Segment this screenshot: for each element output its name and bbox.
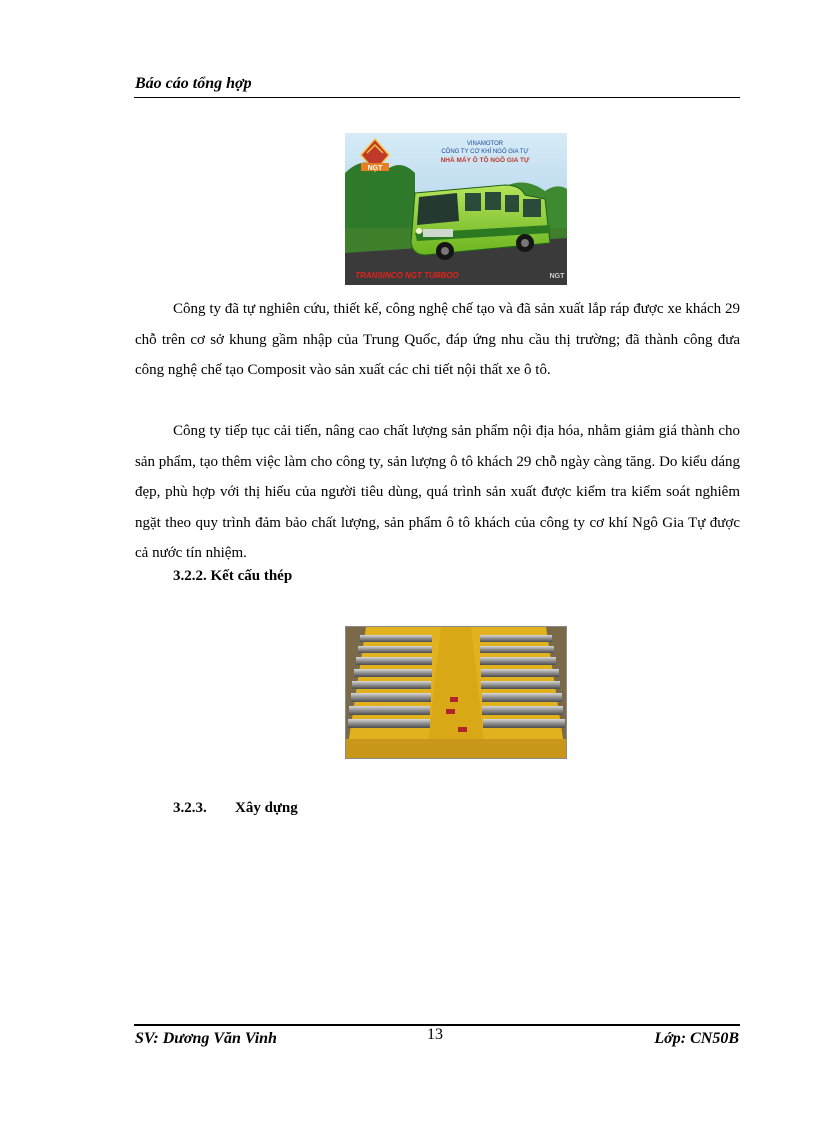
section-title: Xây dựng [235,800,298,816]
logo-text: NGT [367,165,383,172]
page-header-title: Báo cáo tổng hợp [135,75,252,92]
company-line-3: NHÀ MÁY Ô TÔ NGÔ GIA TỰ [440,157,530,164]
corner-mark: NGT [549,273,565,280]
model-text: TRANSINCO NGT TURBOO [355,271,459,280]
section-number: 3.2.3. [173,800,207,816]
bus-photo [345,133,567,285]
section-heading-steel: 3.2.2. Kết cấu thép [173,568,293,584]
left-rollers [348,635,432,728]
header-rule [134,97,740,98]
footer-class: Lớp: CN50B [654,1030,739,1047]
company-line-1: VINAMOTOR [466,141,504,147]
paragraph-1: Công ty đã tự nghiên cứu, thiết kế, công nghệ chế tạo và đã sản xuất lắp ráp được xe khách 29 chỗ trên cơ sở khung gầm nhập của Trung Quốc, đáp ứng nhu cầu thị trường; đã thành công đưa công nghệ chế tạo Composit vào sản xuất các chi tiết nội thất xe ô tô. [135,301,740,378]
footer-student: SV: Dương Văn Vinh [135,1030,277,1047]
right-rollers [480,635,565,728]
company-line-2: CÔNG TY CƠ KHÍ NGÔ GIA TỰ [441,149,529,155]
section-heading-build [173,800,298,817]
paragraph-2: Công ty tiếp tục cải tiến, nâng cao chất lượng sản phẩm nội địa hóa, nhằm giảm giá thành cho sản phẩm, tạo thêm việc làm cho công ty, sản lượng ô tô khách 29 chỗ ngày càng tăng. Do kiểu dáng đẹp, phù hợp với thị hiếu của người tiêu dùng, quá trình sản xuất được kiểm tra kiểm soát nghiêm ngặt theo quy trình đảm bảo chất lượng, sản phẩm ô tô khách của công ty cơ khí Ngô Gia Tự được cả nước tín nhiệm. [135,423,740,561]
footer-page-number: 13 [427,1026,443,1043]
steel-structure-photo [345,626,567,759]
